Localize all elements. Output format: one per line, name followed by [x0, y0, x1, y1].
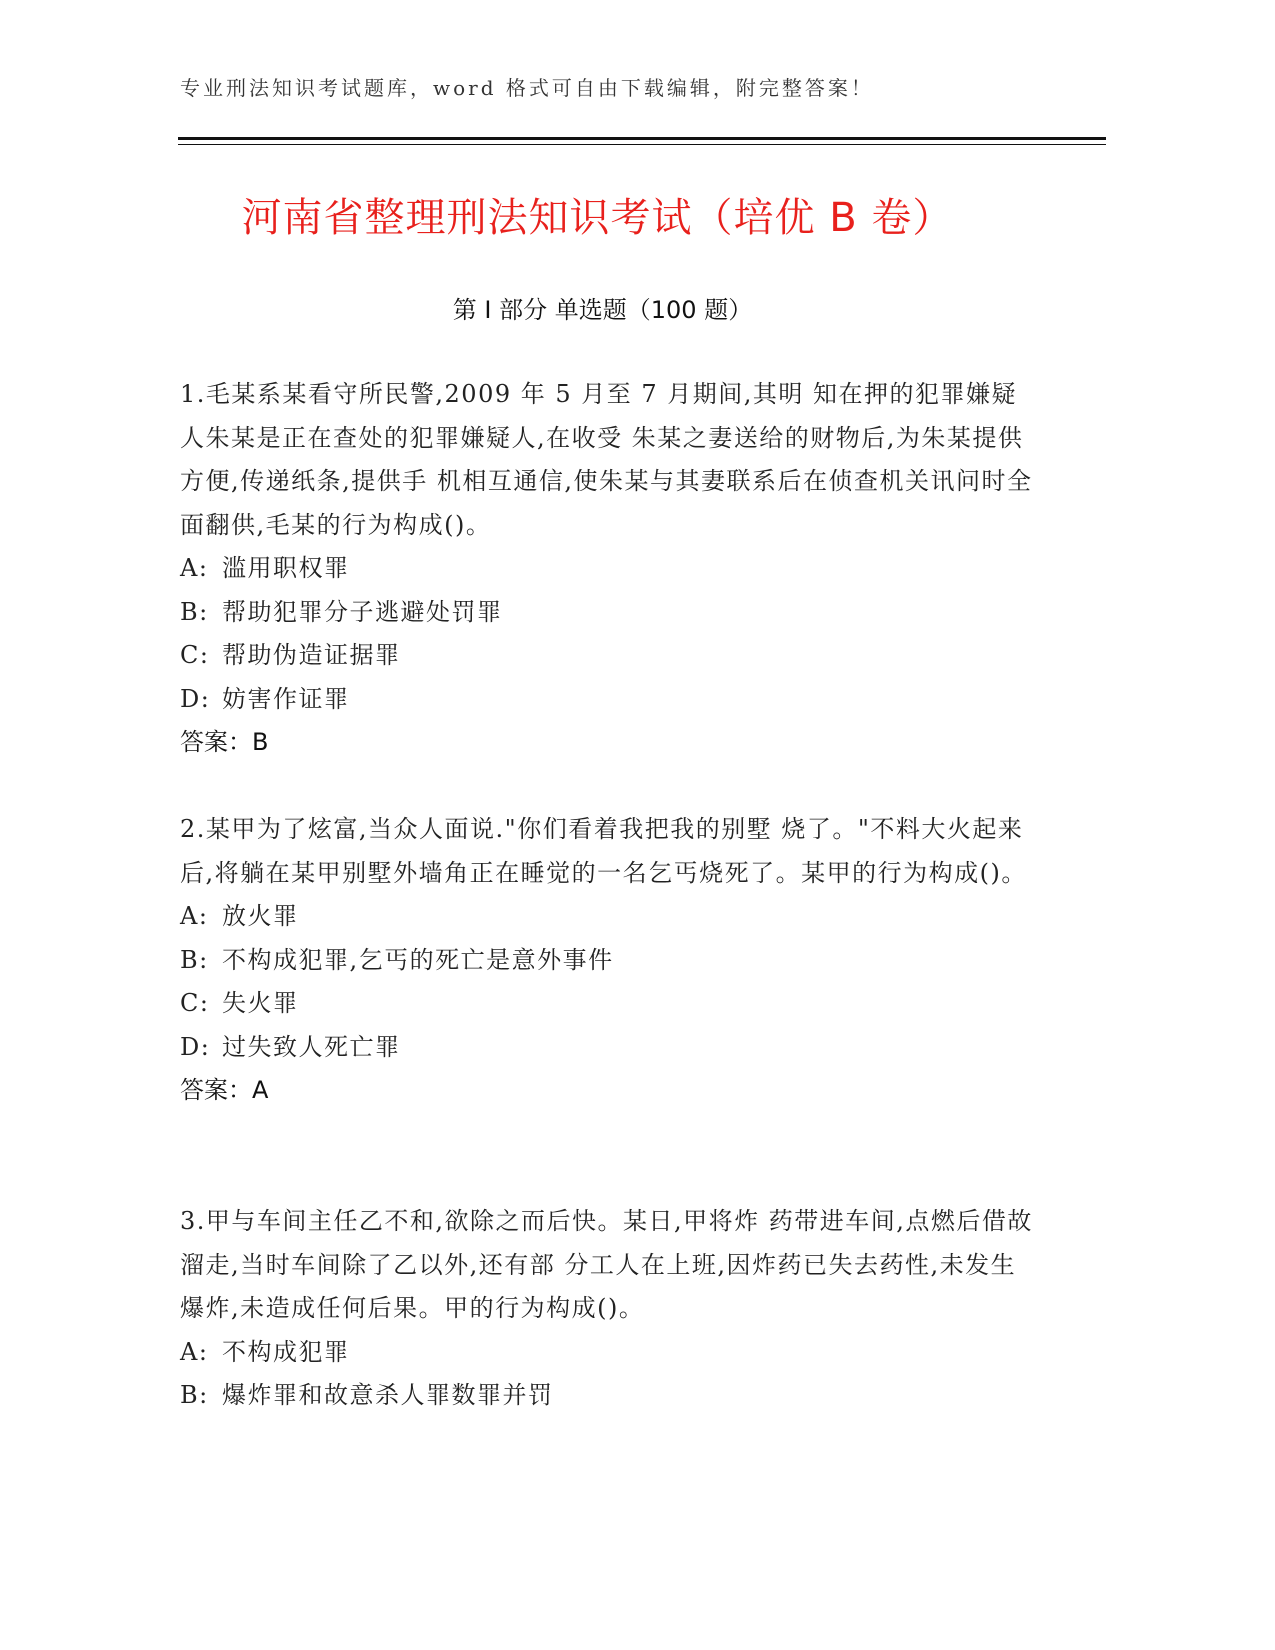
option-label: A:	[180, 902, 209, 930]
option-d	[180, 678, 1040, 722]
option-text: 失火罪	[222, 989, 299, 1017]
option-text: 妨害作证罪	[222, 684, 350, 713]
option-a	[180, 895, 1040, 939]
question-stem: 2.某甲为了炫富,当众人面说."你们看着我把我的别墅 烧了。"不料大火起来后,将躺在某甲别墅外墙角正在睡觉的一名乞丐烧死了。某甲的行为构成()。	[180, 815, 1027, 887]
option-text: 帮助犯罪分子逃避处罚罪	[222, 597, 503, 626]
header-rule-thin	[178, 144, 1106, 145]
option-b	[180, 1374, 1040, 1418]
option-label: B:	[180, 597, 209, 626]
option-c	[180, 982, 1040, 1026]
option-label: A:	[180, 554, 209, 582]
option-label: D:	[180, 1032, 211, 1061]
question-3	[180, 1200, 1040, 1418]
option-text: 不构成犯罪,乞丐的死亡是意外事件	[222, 945, 614, 974]
section-title: 第 I 部分 单选题（100 题）	[452, 296, 753, 324]
answer: 答案：B	[180, 728, 269, 756]
option-c	[180, 634, 1040, 678]
question-stem: 3.甲与车间主任乙不和,欲除之而后快。某日,甲将炸 药带进车间,点燃后借故溜走,当时车间除了乙以外,还有部 分工人在上班,因炸药已失去药性,未发生爆炸,未造成任何后果。甲的行为构成()。	[180, 1207, 1033, 1322]
header-rule-thick	[178, 137, 1106, 140]
option-a	[180, 547, 1040, 591]
option-text: 滥用职权罪	[222, 554, 350, 582]
option-label: B:	[180, 945, 209, 974]
option-text: 过失致人死亡罪	[222, 1032, 401, 1061]
option-label: B:	[180, 1381, 209, 1409]
option-text: 不构成犯罪	[222, 1337, 350, 1366]
option-label: C:	[180, 641, 210, 669]
option-text: 放火罪	[222, 902, 299, 930]
question-2	[180, 808, 1040, 1113]
document-title: 河南省整理刑法知识考试（培优 B 卷）	[241, 195, 954, 241]
option-label: D:	[180, 684, 211, 713]
answer: 答案：A	[180, 1076, 269, 1104]
option-b	[180, 939, 1040, 983]
question-1	[180, 373, 1040, 765]
option-b	[180, 591, 1040, 635]
option-a	[180, 1331, 1040, 1375]
question-stem: 1.毛某系某看守所民警,2009 年 5 月至 7 月期间,其明 知在押的犯罪嫌疑人朱某是正在查处的犯罪嫌疑人,在收受 朱某之妻送给的财物后,为朱某提供方便,传递纸条,提供手 机相互通信,使朱某与其妻联系后在侦查机关讯问时全面翻供,毛某的行为构成()。	[180, 380, 1033, 539]
option-d	[180, 1026, 1040, 1070]
option-text: 帮助伪造证据罪	[222, 641, 401, 669]
option-label: C:	[180, 989, 210, 1017]
option-label: A:	[180, 1337, 209, 1366]
header-note: 专业刑法知识考试题库，word 格式可自由下载编辑，附完整答案！	[180, 76, 874, 100]
option-text: 爆炸罪和故意杀人罪数罪并罚	[222, 1381, 554, 1409]
